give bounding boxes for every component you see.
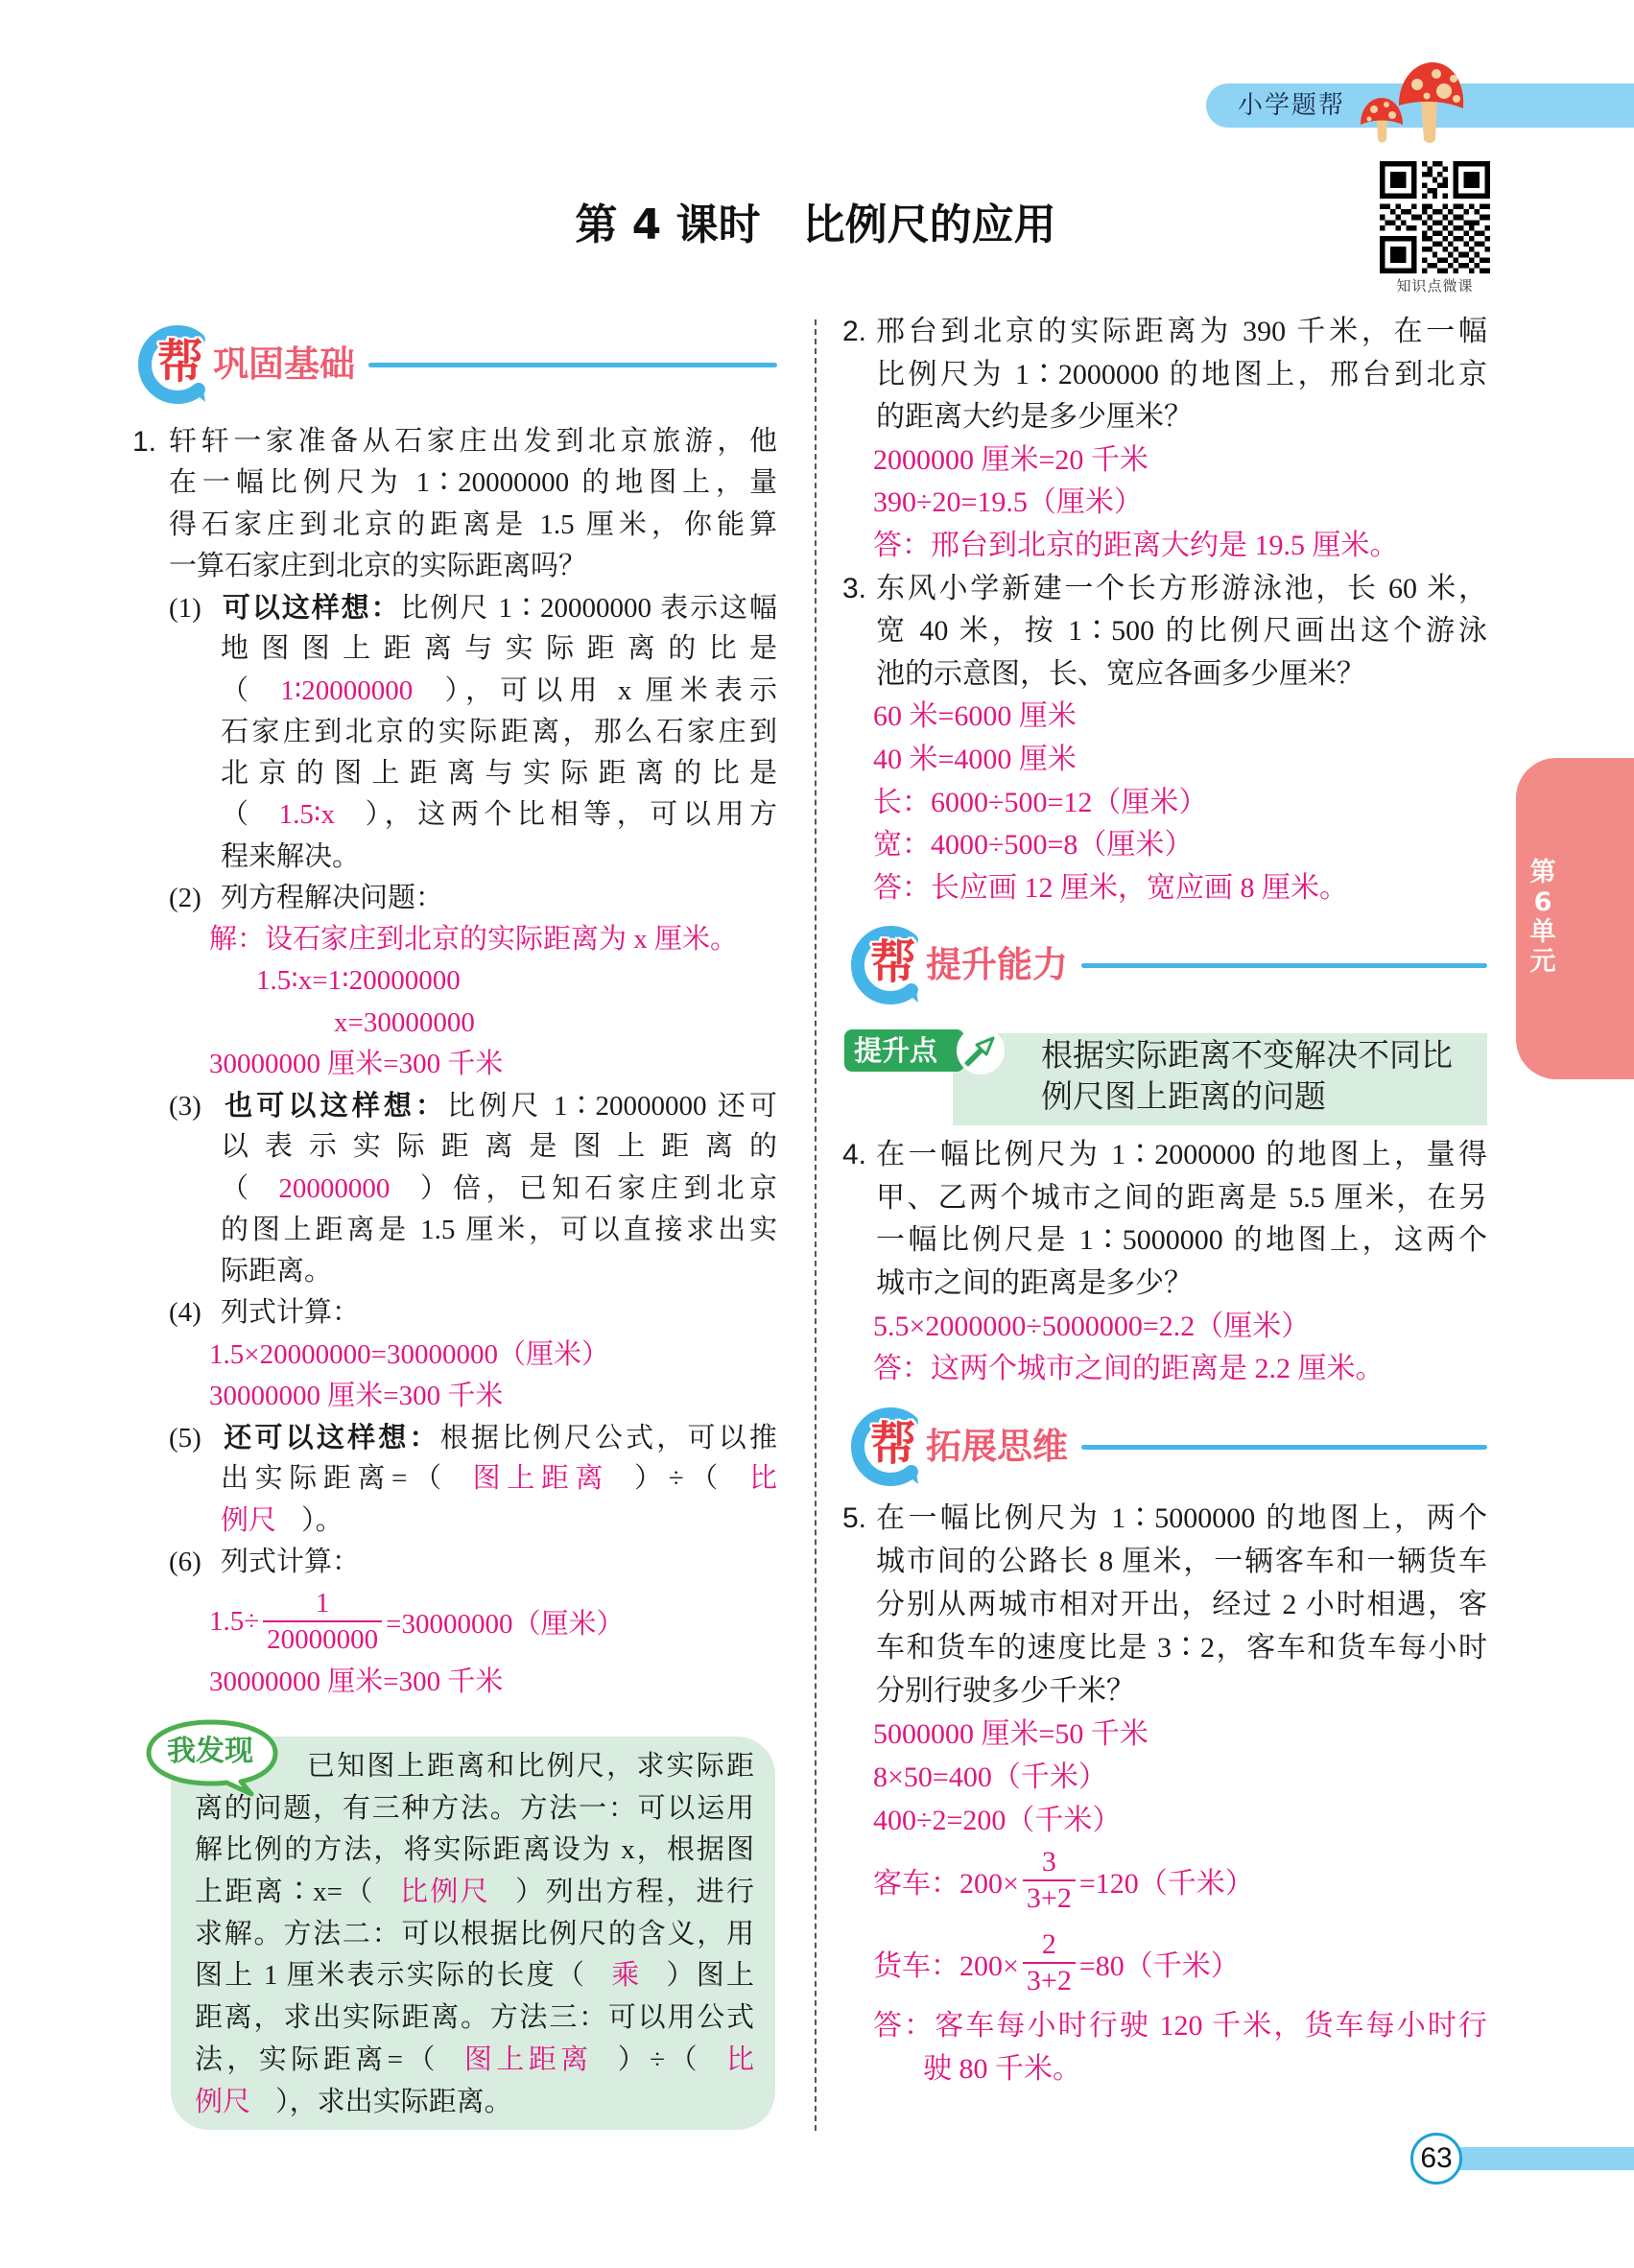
answer-line: 30000000 厘米=300 千米 <box>209 1048 504 1079</box>
part-1-line: 北京的图上距离与实际距离的比是 <box>221 758 777 789</box>
improve-point-line: 根据实际距离不变解决不同比 <box>1041 1036 1453 1074</box>
part-text: 根据比例尺公式，可以推 <box>439 1423 777 1453</box>
paren-open: （ <box>221 799 254 831</box>
unit-tab-char: 第 <box>1529 858 1556 887</box>
part-lead: 可以这样想： <box>221 591 401 624</box>
answer-line: 390÷20=19.5（厘米） <box>873 486 1143 519</box>
answer-fraction-line <box>873 1840 1254 1921</box>
question-4 <box>842 1134 1487 1391</box>
section-header-extend <box>849 1406 1487 1488</box>
answer-line: 30000000 厘米=300 千米 <box>209 1380 504 1411</box>
fraction-numerator: 2 <box>1023 1927 1076 1964</box>
part-1-line <box>169 587 777 628</box>
discovery-text-segment: ）列出方程，进行 <box>515 1877 754 1908</box>
answer-line: 5000000 厘米=50 千米 <box>873 1718 1149 1750</box>
section-title: 提升能力 <box>926 944 1068 985</box>
part-3-line: 的图上距离是 1.5 厘米，可以直接求出实 <box>221 1214 777 1245</box>
section-header-improve <box>849 924 1487 1006</box>
discovery-line: 已知图上距离和比例尺，求实际距 <box>307 1751 754 1782</box>
part-text: 比例尺 1∶20000000 还可 <box>447 1091 777 1122</box>
discovery-text-segment: 上距离∶x=（ <box>195 1877 375 1908</box>
part-text: 出实际距离=（ <box>221 1463 448 1495</box>
fraction <box>263 1586 382 1657</box>
question-stem-line: 轩轩一家准备从石家庄出发到北京旅游，他 <box>169 426 777 457</box>
qr-code-icon <box>1380 161 1490 273</box>
question-number: 5. <box>842 1502 867 1534</box>
answer-text: 货车：200× <box>873 1950 1019 1982</box>
answer-text: 1.5÷ <box>209 1605 260 1637</box>
section-badge: 帮 <box>870 935 917 989</box>
answer-line: 宽：4000÷500=8（厘米） <box>873 829 1194 862</box>
unit-tab-char: 6 <box>1533 887 1552 917</box>
discovery-text-segment: 法，实际距离=（ <box>195 2044 439 2075</box>
answer-line: 400÷2=200（千米） <box>873 1805 1122 1836</box>
answer-line: x=30000000 <box>334 1006 475 1038</box>
answer-line: 8×50=400（千米） <box>873 1761 1107 1793</box>
discovery-label: 我发现 <box>167 1735 253 1768</box>
question-stem-line: 车和货车的速度比是 3∶2，客车和货车每小时 <box>876 1632 1487 1664</box>
fraction-numerator: 1 <box>263 1586 382 1622</box>
part-text: 列方程解决问题： <box>221 882 444 913</box>
discovery-line: 离的问题，有三种方法。方法一：可以运用 <box>195 1792 754 1824</box>
part-1-line <box>221 671 777 712</box>
answer-line: 解：设石家庄到北京的实际距离为 x 厘米。 <box>209 924 739 955</box>
answer-line: 1.5×20000000=30000000（厘米） <box>209 1338 609 1370</box>
discovery-text <box>195 1746 754 2123</box>
part-3-line <box>221 1169 777 1210</box>
question-stem-line: 的距离大约是多少厘米？ <box>876 401 1193 434</box>
page-number: 63 <box>1410 2133 1462 2185</box>
part-1-line: 石家庄到北京的实际距离，那么石家庄到 <box>221 716 777 747</box>
part-text: ）÷（ <box>634 1463 724 1495</box>
unit-tab-char: 元 <box>1529 947 1556 977</box>
qr-code-label: 知识点微课 <box>1396 279 1474 295</box>
page-number-bar <box>1454 2147 1634 2170</box>
question-stem-line: 分别行驶多少千米？ <box>876 1675 1135 1707</box>
discovery-text-segment: 图上 1 厘米表示实际的长度（ <box>195 1960 587 1992</box>
answer-line: 答：这两个城市之间的距离是 2.2 厘米。 <box>873 1353 1385 1385</box>
part-text: ）倍，已知石家庄到北京 <box>414 1172 777 1204</box>
part-2-line <box>169 878 777 919</box>
fill-blank-answer: 1.5∶x <box>278 799 335 831</box>
question-stem-line: 城市之间的距离是多少？ <box>876 1267 1193 1300</box>
arrow-up-right-icon <box>957 1027 1005 1075</box>
unit-tab-label <box>1524 858 1562 977</box>
page-title: 第 4 课时 比例尺的应用 <box>575 201 1056 249</box>
part-label: (5) <box>169 1423 201 1453</box>
brand-name: 小学题帮 <box>1238 91 1346 120</box>
part-label: (6) <box>169 1546 201 1577</box>
part-5-line <box>221 1458 777 1500</box>
fill-blank-answer: 图上距离 <box>472 1463 610 1495</box>
part-label: (4) <box>169 1297 201 1329</box>
part-label: (2) <box>169 882 201 913</box>
unit-tab-char: 单 <box>1529 917 1556 947</box>
question-stem-line: 得石家庄到北京的距离是 1.5 厘米，你能算 <box>169 508 777 540</box>
answer-text: 客车：200× <box>873 1868 1019 1900</box>
answer-text: =120（千米） <box>1078 1868 1254 1900</box>
question-number: 4. <box>842 1139 867 1170</box>
improve-point-line: 例尺图上距离的问题 <box>1041 1077 1326 1115</box>
unit-tab <box>1516 758 1634 1079</box>
part-4-line <box>169 1292 777 1334</box>
question-stem-line: 东风小学新建一个长方形游泳池，长 60 米， <box>876 572 1487 604</box>
paren-open: （ <box>221 1172 254 1204</box>
fill-blank-answer: 例尺 <box>221 1504 277 1536</box>
fraction <box>1023 1927 1076 1998</box>
section-title: 巩固基础 <box>213 343 355 385</box>
answer-line: 60 米=6000 厘米 <box>873 700 1077 733</box>
section-rule <box>1081 963 1487 968</box>
questions-2-3 <box>842 311 1487 910</box>
answer-line: 驶 80 千米。 <box>923 2053 1081 2085</box>
answer-line: 答：长应画 12 厘米，宽应画 8 厘米。 <box>873 871 1348 904</box>
question-number: 2. <box>842 316 867 347</box>
improve-point-label: 提升点 <box>844 1029 964 1072</box>
part-label: (3) <box>169 1091 201 1122</box>
part-text: 列式计算： <box>221 1546 361 1577</box>
part-6-line <box>169 1542 777 1583</box>
discovery-line: 解比例的方法，将实际距离设为 x，根据图 <box>195 1834 754 1866</box>
question-stem-line: 城市间的公路长 8 厘米，一辆客车和一辆货车 <box>876 1546 1487 1577</box>
part-1-line <box>221 794 777 836</box>
answer-fraction-line <box>209 1581 625 1662</box>
fill-blank-answer: 乘 <box>611 1960 642 1992</box>
question-stem-line: 邢台到北京的实际距离为 390 千米，在一幅 <box>876 316 1487 347</box>
answer-text: =80（千米） <box>1078 1950 1240 1982</box>
fraction-denominator: 20000000 <box>267 1624 379 1655</box>
question-number: 1. <box>132 426 157 458</box>
question-stem-line: 在一幅比例尺为 1∶5000000 的地图上，两个 <box>876 1502 1487 1534</box>
answer-line: 40 米=4000 厘米 <box>873 743 1077 775</box>
fraction-denominator: 3+2 <box>1026 1882 1072 1914</box>
answer-line: 1.5∶x=1∶20000000 <box>256 965 461 997</box>
paren-open: （ <box>221 674 256 706</box>
discovery-line: 距离，求出实际距离。方法三：可以用公式 <box>195 2002 754 2034</box>
fill-blank-answer: 比 <box>748 1463 777 1495</box>
section-header-basic <box>136 323 777 406</box>
discovery-text-segment: ）图上 <box>666 1960 754 1992</box>
discovery-line <box>195 1955 754 1997</box>
answer-line: 答：邢台到北京的距离大约是 19.5 厘米。 <box>873 529 1399 561</box>
part-label: (1) <box>169 593 201 624</box>
part-3-line <box>169 1085 777 1126</box>
part-text: ）。 <box>301 1504 343 1536</box>
part-3-line: 际距离。 <box>221 1256 333 1287</box>
question-stem-line: 比例尺为 1∶2000000 的地图上，邢台到北京 <box>876 358 1487 390</box>
fill-blank-answer: 图上距离 <box>463 2044 593 2075</box>
answer-text: =30000000（厘米） <box>386 1608 625 1640</box>
fill-blank-answer: 比 <box>725 2044 754 2075</box>
question-stem-line: 宽 40 米，按 1∶500 的比例尺画出这个游泳 <box>876 615 1487 648</box>
fill-blank-answer: 20000000 <box>278 1172 391 1204</box>
fraction <box>1023 1845 1076 1916</box>
question-stem-line: 分别从两城市相对开出，经过 2 小时相遇，客 <box>876 1589 1487 1620</box>
section-title: 拓展思维 <box>926 1426 1068 1467</box>
discovery-line <box>195 2040 754 2082</box>
section-rule <box>368 363 777 367</box>
question-stem-line: 一算石家庄到北京的实际距离吗？ <box>169 550 587 581</box>
improve-point-text <box>1041 1034 1453 1117</box>
improve-point-icon-holder <box>957 1027 1005 1075</box>
part-5-line <box>169 1417 777 1458</box>
part-1-line: 程来解决。 <box>221 840 361 872</box>
fill-blank-answer: 1∶20000000 <box>280 674 414 706</box>
answer-line: 30000000 厘米=300 千米 <box>209 1666 504 1697</box>
question-stem-line: 池的示意图，长、宽应各画多少厘米？ <box>876 657 1365 690</box>
discovery-text-segment: ），求出实际距离。 <box>275 2086 512 2117</box>
answer-line: 长：6000÷500=12（厘米） <box>873 786 1208 818</box>
part-1-line: 地图图上距离与实际距离的比是 <box>221 633 777 665</box>
section-badge: 帮 <box>157 335 204 389</box>
answer-line: 2000000 厘米=20 千米 <box>873 443 1149 476</box>
part-text: ），可以用 x 厘米表示 <box>438 674 777 706</box>
answer-block <box>209 1662 503 1703</box>
discovery-line <box>195 1872 754 1914</box>
fraction-denominator: 3+2 <box>1026 1965 1072 1996</box>
answer-fraction-line <box>873 1923 1240 2003</box>
mushroom-icon <box>1348 56 1473 152</box>
discovery-line: 求解。方法二：可以根据比例尺的含义，用 <box>195 1918 754 1949</box>
column-divider <box>815 319 817 2131</box>
question-stem-line: 甲、乙两个城市之间的距离是 5.5 厘米，在另 <box>876 1181 1487 1214</box>
part-text: ），这两个比相等，可以用方 <box>360 799 777 831</box>
answer-block <box>842 2004 1487 2091</box>
answer-line: 5.5×2000000÷5000000=2.2（厘米） <box>873 1310 1311 1342</box>
question-stem-line: 在一幅比例尺为 1∶2000000 的地图上，量得 <box>876 1139 1487 1170</box>
part-lead: 也可以这样想： <box>221 1089 448 1122</box>
part-text: 比例尺 1∶20000000 表示这幅 <box>400 593 777 624</box>
discovery-text-segment: ）÷（ <box>617 2044 701 2075</box>
question-stem-line: 一幅比例尺是 1∶5000000 的地图上，这两个 <box>876 1224 1487 1257</box>
part-text: 列式计算： <box>221 1297 361 1329</box>
fraction-numerator: 3 <box>1023 1845 1076 1881</box>
part-3-line: 以表示实际距离是图上距离的 <box>221 1131 777 1163</box>
part-lead: 还可以这样想： <box>221 1421 440 1453</box>
part-5-line <box>221 1500 777 1542</box>
fill-blank-answer: 比例尺 <box>399 1877 491 1908</box>
question-number: 3. <box>842 572 867 604</box>
question-5 <box>842 1497 1487 1842</box>
answer-line: 答：客车每小时行驶 120 千米，货车每小时行 <box>873 2010 1487 2042</box>
discovery-line <box>195 2082 754 2124</box>
section-badge: 帮 <box>870 1417 917 1471</box>
question-stem-line: 在一幅比例尺为 1∶20000000 的地图上，量 <box>169 467 777 499</box>
question-1 <box>132 421 777 1583</box>
fill-blank-answer: 例尺 <box>195 2086 251 2117</box>
section-rule <box>1081 1445 1487 1450</box>
